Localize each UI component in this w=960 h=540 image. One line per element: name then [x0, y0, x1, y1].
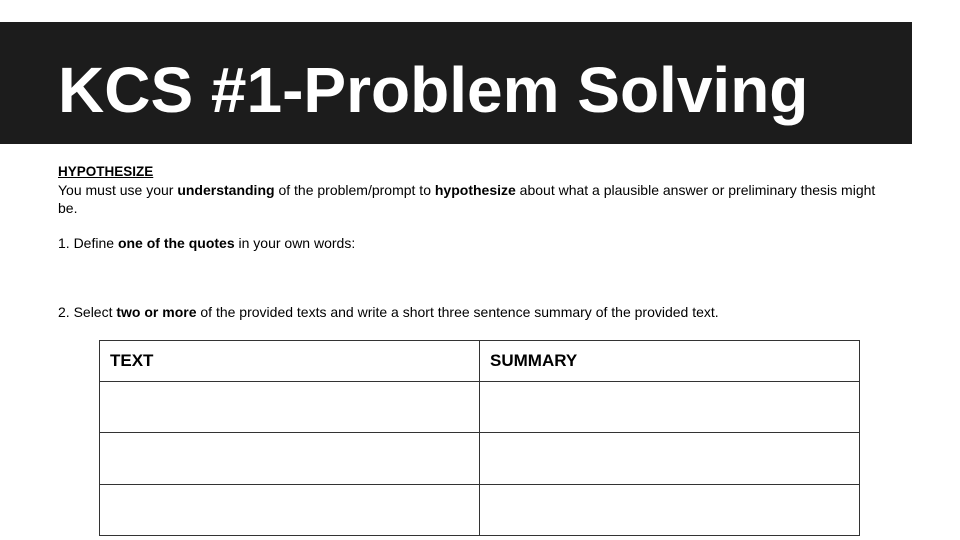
text-cell[interactable] [100, 484, 480, 535]
summary-cell[interactable] [480, 382, 860, 433]
table-row [100, 433, 860, 484]
text-cell[interactable] [100, 382, 480, 433]
q1-text-1: 1. Define [58, 235, 118, 251]
intro-text-1: You must use your [58, 182, 178, 198]
question-1 [58, 234, 355, 252]
intro-bold-1: understanding [177, 182, 275, 198]
instructions [58, 163, 888, 217]
section-heading: HYPOTHESIZE [58, 164, 154, 179]
q1-text-2: in your own words: [234, 235, 356, 251]
table-row [100, 484, 860, 535]
q2-text-2: of the provided texts and write a short three sentence summary of the provided text. [196, 304, 719, 320]
summary-cell[interactable] [480, 433, 860, 484]
intro-paragraph [58, 181, 888, 217]
header-text: TEXT [100, 341, 480, 382]
q1-bold: one of the quotes [117, 235, 235, 251]
q2-bold: two or more [116, 304, 197, 320]
intro-text-3: about what a plausible answer or preliminary thesis might be. [58, 182, 876, 216]
page-title: KCS #1-Problem Solving [58, 54, 809, 126]
table-header-row [100, 341, 860, 382]
intro-bold-2: hypothesize [434, 182, 516, 198]
text-cell[interactable] [100, 433, 480, 484]
intro-text-2: of the problem/prompt to [274, 182, 435, 198]
q2-text-1: 2. Select [58, 304, 117, 320]
table-row [100, 382, 860, 433]
summary-cell[interactable] [480, 484, 860, 535]
question-2 [58, 303, 719, 321]
header-summary: SUMMARY [480, 341, 860, 382]
summary-table [99, 340, 860, 536]
